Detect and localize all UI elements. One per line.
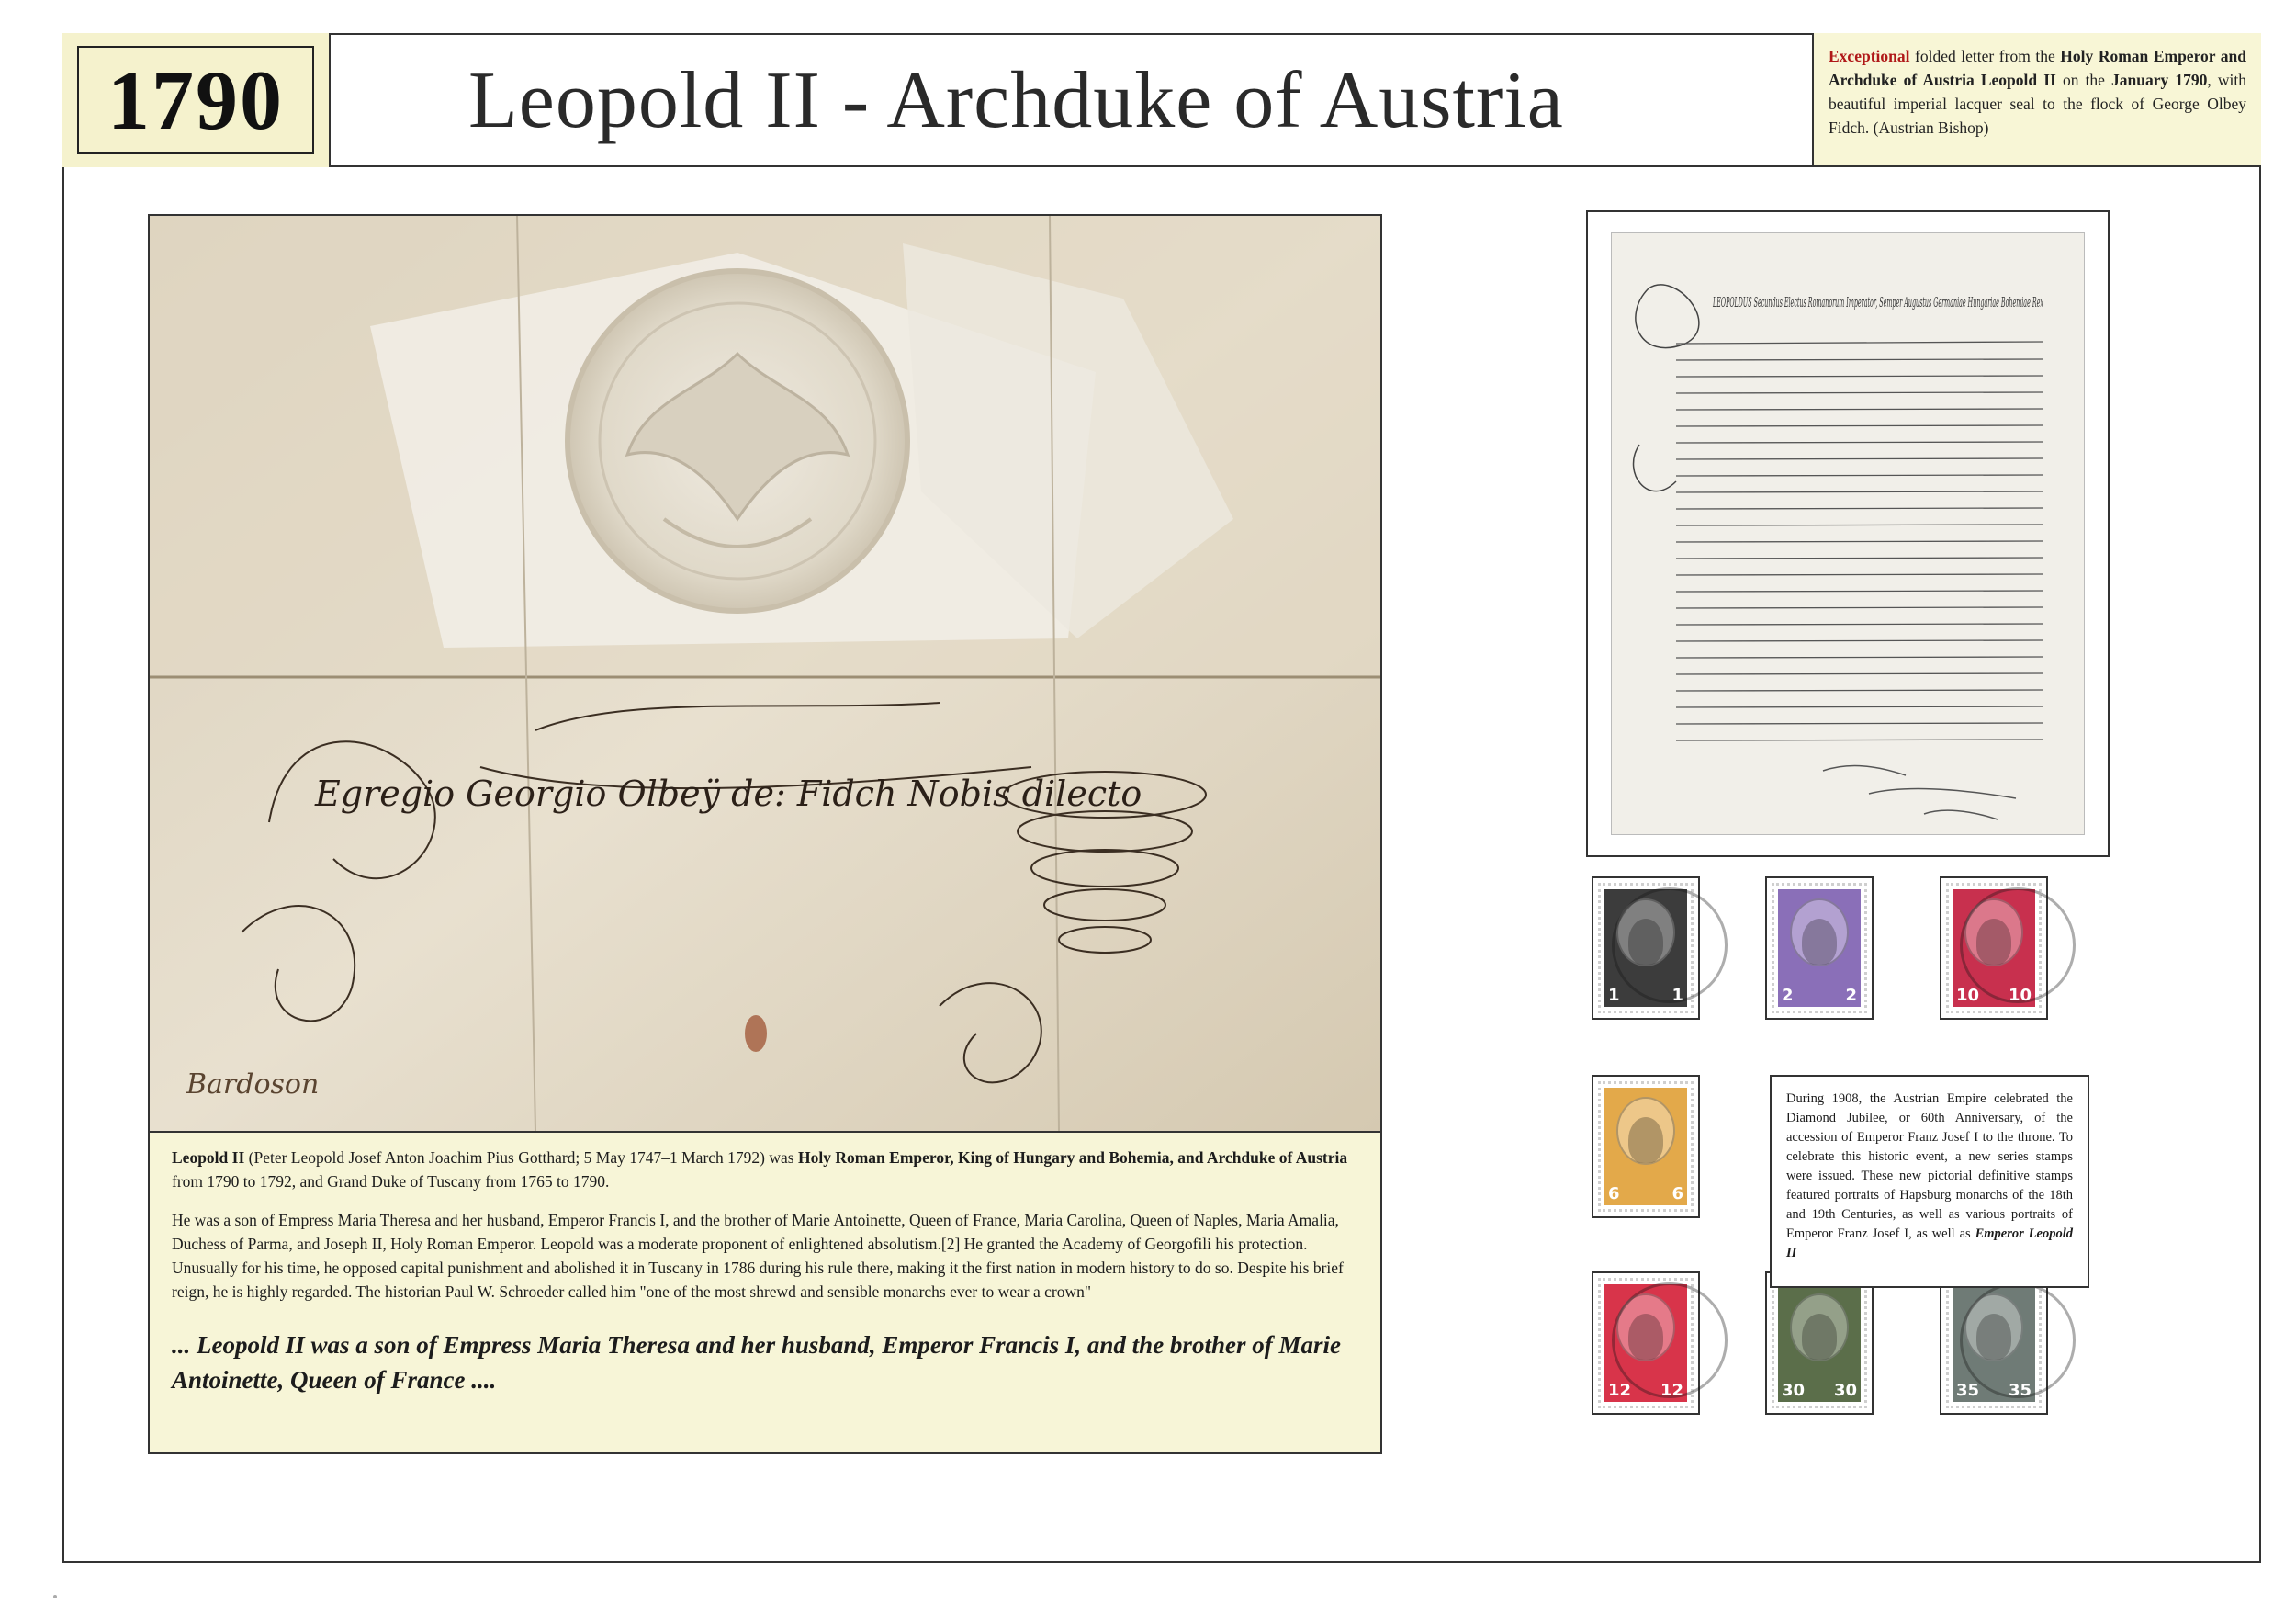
page-mark	[53, 1595, 57, 1598]
portrait-oval	[1616, 1097, 1675, 1165]
stamp-face	[1604, 1088, 1687, 1205]
document-image-frame	[1586, 210, 2110, 857]
denomination-bar	[1604, 1181, 1687, 1205]
denomination-right: 2	[1845, 985, 1857, 1005]
stamp-description	[1770, 1075, 2089, 1288]
denomination-bar	[1778, 983, 1861, 1007]
denomination-left: 2	[1782, 985, 1794, 1005]
denomination-left: 12	[1608, 1380, 1632, 1400]
note-text-2: on the	[2055, 71, 2112, 89]
stamp-12-heller	[1592, 1271, 1700, 1415]
letter-docket: Bardoson	[186, 1068, 320, 1101]
portrait-bust-icon	[1802, 1314, 1837, 1360]
stamp-description-emphasis: Emperor Leopold II	[1786, 1226, 2073, 1260]
caption-name: Leopold II	[172, 1148, 245, 1167]
portrait-oval	[1790, 898, 1849, 966]
note-bold-1: Holy Roman Emperor and Archduke of Austria Leopold II	[1829, 47, 2246, 89]
denomination-left: 6	[1608, 1183, 1620, 1203]
letter-address: Egregio Georgio Olbeÿ de: Fidch Nobis dilecto	[315, 774, 1142, 814]
postmark-cancel	[1960, 1282, 2076, 1398]
stamp-face	[1778, 889, 1861, 1007]
denomination-left: 10	[1956, 985, 1980, 1005]
stamp-30-heller	[1765, 1271, 1874, 1415]
caption-text-2: from 1790 to 1792, and Grand Duke of Tuscany from 1765 to 1790.	[172, 1172, 610, 1191]
year-box	[62, 33, 331, 167]
biography-caption	[148, 1133, 1382, 1454]
caption-bold-titles: Holy Roman Emperor, King of Hungary and Bohemia, and Archduke of Austria	[797, 1148, 1348, 1167]
denomination-right: 6	[1671, 1183, 1683, 1203]
stamp-face	[1778, 1284, 1861, 1402]
portrait-bust-icon	[1802, 919, 1837, 965]
denomination-left: 35	[1956, 1380, 1980, 1400]
denomination-right: 30	[1833, 1380, 1857, 1400]
portrait-oval	[1790, 1293, 1849, 1361]
stamp-1-heller	[1592, 876, 1700, 1020]
folded-letter-illustration	[150, 216, 1380, 1131]
note-text-3: , with beautiful imperial lacquer seal to the flock of George Olbey Fidch. (Austrian Bishop)	[1829, 71, 2246, 137]
stamp-35-heller	[1940, 1271, 2048, 1415]
caption-paragraph-1	[172, 1146, 1358, 1193]
denomination-right: 10	[2008, 985, 2032, 1005]
denomination-right: 35	[2008, 1380, 2032, 1400]
postmark-cancel	[1612, 1282, 1728, 1398]
description-note	[1812, 33, 2261, 167]
caption-paragraph-2: He was a son of Empress Maria Theresa and her husband, Emperor Francis I, and the brother of Marie Antoinette, Queen of France, Maria Carolina, Queen of Naples, Maria Amalia, Duchess of Parma, and Joseph II, Holy Roman Emperor. Leopold was a moderate proponent of enlightened absolutism.[2] He granted the Academy of Georgofili his protection. Unusually for his time, he opposed capital punishment and abolished it in Tuscany in 1786 during his rule there, making it the first nation in modern history to do so. Despite his brief reign, he is highly regarded. The historian Paul W. Schroeder called him "one of the most shrewd and sensible monarchs ever to wear a crown"	[172, 1211, 1344, 1301]
note-bold-2: January 1790	[2111, 71, 2208, 89]
manuscript-heading: LEOPOLDUS Secundus Electus Romanorum Imperator, Semper Augustus Germaniae Hungariae Bohemiae Rex	[1712, 294, 2044, 311]
portrait-bust-icon	[1628, 1117, 1663, 1163]
postmark-cancel	[1612, 887, 1728, 1003]
denomination-bar	[1778, 1378, 1861, 1402]
page-title: Leopold II - Archduke of Austria	[468, 55, 1564, 145]
stamp-2-heller	[1765, 876, 1874, 1020]
note-lead: Exceptional	[1829, 47, 1910, 65]
denomination-right: 1	[1671, 985, 1683, 1005]
caption-quote: ... Leopold II was a son of Empress Maria Theresa and her husband, Emperor Francis I, and the brother of Marie Antoinette, Queen of France ....	[172, 1331, 1341, 1394]
stamp-description-body: During 1908, the Austrian Empire celebrated the Diamond Jubilee, or 60th Anniversary, of the accession of Emperor Franz Josef I to the throne. To celebrate this historic event, a new series stamps were issued. These new pictorial definitive stamps featured portraits of Hapsburg monarchs of the 18th and 19th Centuries, as well as various portraits of Emperor Franz Josef I, as well as	[1786, 1091, 2073, 1241]
denomination-left: 30	[1782, 1380, 1806, 1400]
denomination-right: 12	[1660, 1380, 1683, 1400]
note-text-1: folded letter from the	[1909, 47, 2061, 65]
stamp-6-heller	[1592, 1075, 1700, 1218]
page-header	[62, 33, 1812, 167]
folded-letter-image	[148, 214, 1382, 1133]
denomination-left: 1	[1608, 985, 1620, 1005]
caption-text-1: (Peter Leopold Josef Anton Joachim Pius Gotthard; 5 May 1747–1 March 1792) was	[244, 1148, 798, 1167]
postmark-cancel	[1960, 887, 2076, 1003]
year-label: 1790	[77, 46, 314, 154]
manuscript-document	[1611, 232, 2085, 835]
stamp-10-heller	[1940, 876, 2048, 1020]
manuscript-illustration	[1612, 233, 2084, 834]
